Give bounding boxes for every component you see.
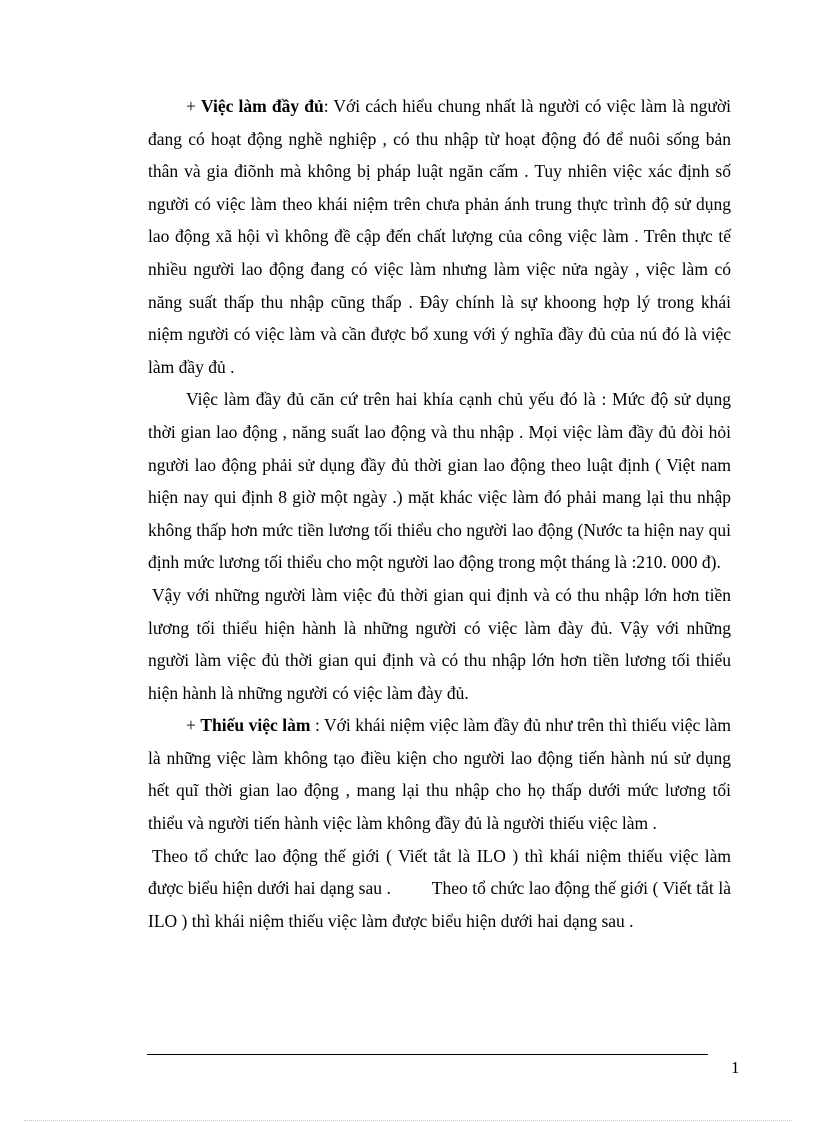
paragraph-ilo-definition: Theo tổ chức lao động thế giới ( Viết tắt là ILO ) thì khái niệm thiếu việc làm được biểu hiện dưới hai dạng sau . Theo tổ chức lao động thế giới ( Viết tắt là ILO ) thì khái niệm thiếu việc làm được biểu hiện dưới hai dạng sau . <box>148 845 736 931</box>
paragraph-full-employment <box>148 90 731 383</box>
paragraph-full-employment-criteria: Việc làm đầy đủ căn cứ trên hai khía cạnh chủ yếu đó là : Mức độ sử dụng thời gian lao động , năng suất lao động và thu nhập . Mọi việc làm đầy đủ đòi hỏi người lao động phải sử dụng đầy đủ thời gian lao động theo luật định ( Việt nam hiện nay qui định 8 giờ một ngày .) mặt khác việc làm đó phải mang lại thu nhập không thấp hơn mức tiền lương tối thiểu cho người lao động (Nước ta hiện nay qui định mức lương tối thiểu cho một người lao động trong một tháng là :210. 000 đ). <box>148 389 731 573</box>
page-number: 1 <box>731 1058 740 1077</box>
paragraph-text: : Với cách hiểu chung nhất là người có việc làm là người đang có hoạt động nghề nghiệp , có thu nhập từ hoạt động đó để nuôi sống bản thân và gia điõnh mà không bị pháp luật ngăn cấm . Tuy nhiên việc xác định số người có việc làm theo khái niệm trên chưa phản ánh trung thực trình độ sử dụng lao động xã hội vì không đề cập đến chất lượng của công việc làm . Trên thực tế nhiều người lao động đang có việc làm nhưng làm việc nửa ngày , việc làm có năng suất thấp thu nhập cũng thấp . Đây chính là sự khoong hợp lý trong khái niệm người có việc làm và cần được bổ xung với ý nghĩa đầy đủ của nú đó là việc làm đầy đủ . <box>148 96 732 377</box>
paragraph-text: : Với khái niệm việc làm đầy đủ như trên thì thiếu việc làm là những việc làm không tạo điều kiện cho người lao động tiến hành nú sử dụng hết quĩ thời gian lao động , mang lại thu nhập cho họ thấp dưới mức lương tối thiểu và người tiến hành việc làm không đầy đủ là người thiếu việc làm . <box>148 715 732 834</box>
plus-sign: + <box>186 96 202 116</box>
term-underemployment: Thiếu việc làm <box>200 715 311 736</box>
term-full-employment: Việc làm đầy đủ <box>201 96 324 116</box>
footer-rule <box>147 1054 708 1055</box>
document-body <box>148 90 736 937</box>
plus-sign: + <box>186 715 201 736</box>
paragraph-underemployment <box>148 709 731 839</box>
page-edge-divider <box>24 1120 792 1121</box>
paragraph-full-employment-summary: Vậy với những người làm việc đủ thời gian qui định và có thu nhập lớn hơn tiền lương tối thiểu hiện hành là những người có việc làm đày đủ. Vậy với những người làm việc đủ thời gian qui định và có thu nhập lớn hơn tiền lương tối thiểu hiện hành là những người có việc làm đày đủ. <box>148 584 731 703</box>
